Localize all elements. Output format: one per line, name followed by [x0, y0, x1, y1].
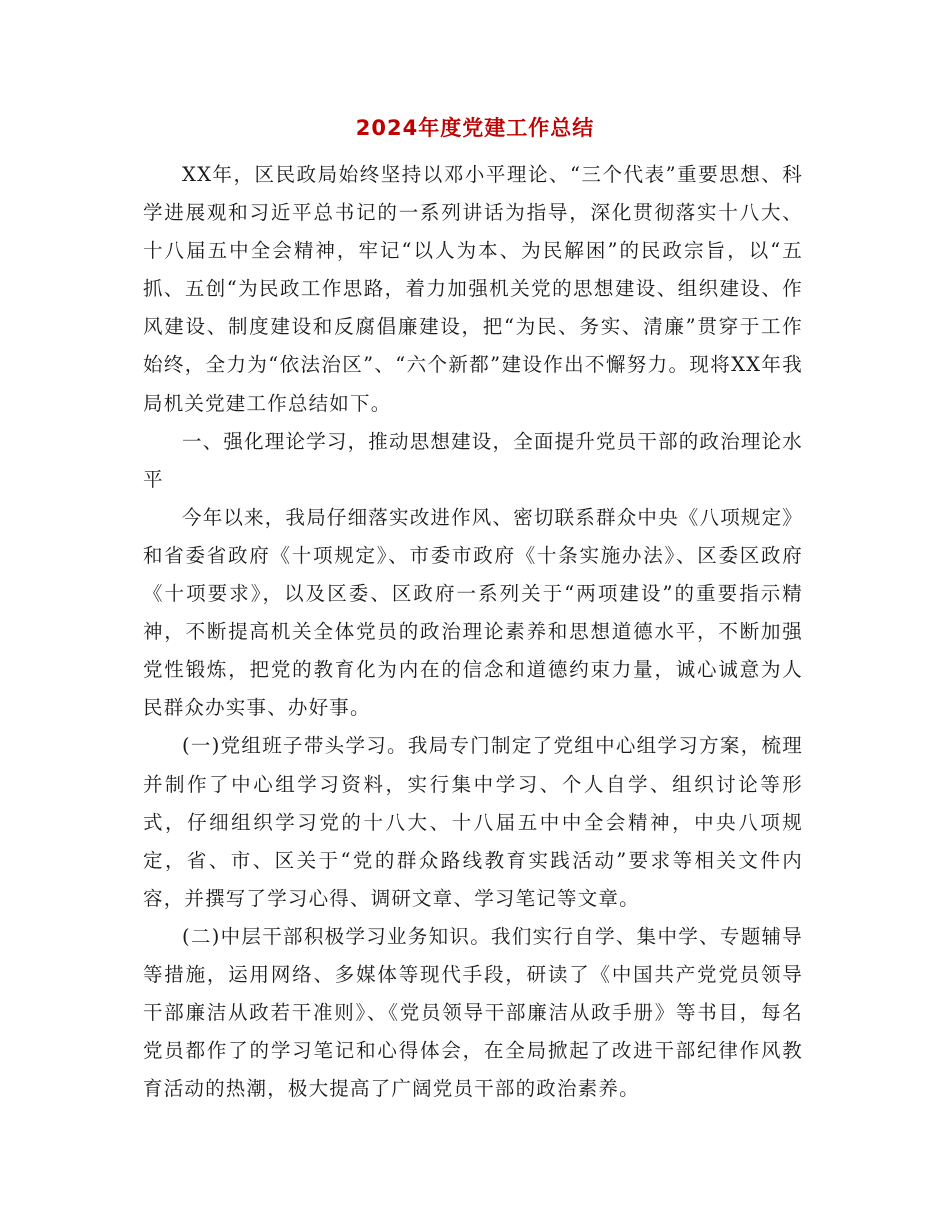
paragraph-section-1: 今年以来，我局仔细落实改进作风、密切联系群众中央《八项规定》和省委省政府《十项规定》、市委市政府《十条实施办法》、区委区政府《十项要求》，以及区委、区政府一系列关于“两项建设”的重要指示精神，不断提高机关全体党员的政治理论素养和思想道德水平，不断加强党性锻炼，把党的教育化为内在的信念和道德约束力量，诚心诚意为人民群众办实事、办好事。: [143, 505, 804, 720]
document-title: 2024年度党建工作总结: [355, 116, 595, 140]
paragraph-intro: XX年，区民政局始终坚持以邓小平理论、“三个代表”重要思想、科学进展观和习近平总书记的一系列讲话为指导，深化贯彻落实十八大、十八届五中全会精神，牢记“以人为本、为民解困”的民政宗旨，以“五抓、五创“为民政工作思路，着力加强机关党的思想建设、组织建设、作风建设、制度建设和反腐倡廉建设，把“为民、务实、清廉”贯穿于工作始终，全力为“依法治区”、“六个新都”建设作出不懈努力。现将XX年我局机关党建工作总结如下。: [143, 163, 803, 415]
section-heading-1: 一、强化理论学习，推动思想建设，全面提升党员干部的政治理论水平: [143, 429, 804, 491]
document-body: [143, 156, 803, 1108]
paragraph-subsection-2: (二)中层干部积极学习业务知识。我们实行自学、集中学、专题辅导等措施，运用网络、多媒体等现代手段，研读了《中国共产党党员领导干部廉洁从政若干准则》、《党员领导干部廉洁从政手册》等书目，每名党员都作了的学习笔记和心得体会，在全局掀起了改进干部纪律作风教育活动的热潮，极大提高了广阔党员干部的政治素养。: [143, 924, 803, 1101]
paragraph-subsection-1: (一)党组班子带头学习。我局专门制定了党组中心组学习方案，梳理并制作了中心组学习资料，实行集中学习、个人自学、组织讨论等形式，仔细组织学习党的十八大、十八届五中中全会精神，中央八项规定，省、市、区关于“党的群众路线教育实践活动”要求等相关文件内容，并撰写了学习心得、调研文章、学习笔记等文章。: [143, 734, 803, 910]
